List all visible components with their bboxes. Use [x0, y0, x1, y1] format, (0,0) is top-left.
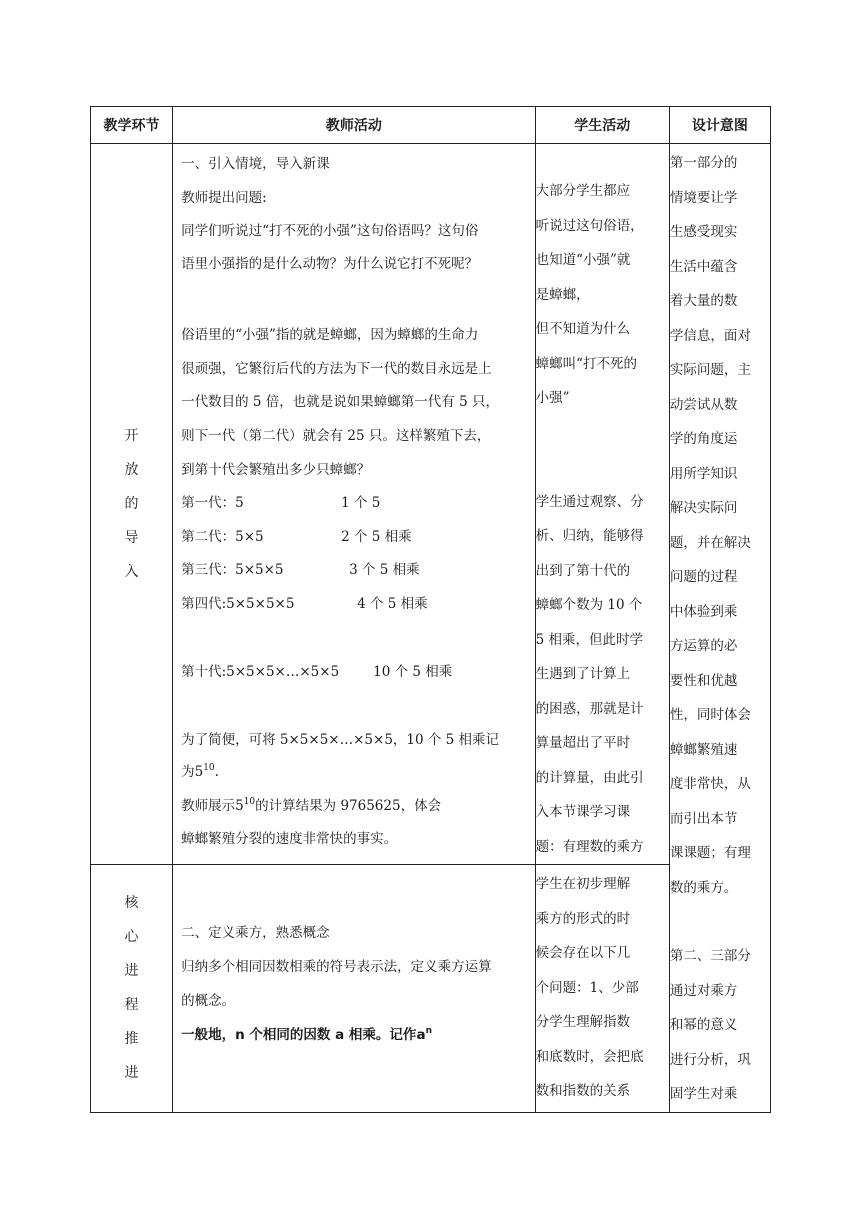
design-line: 用所学知识	[669, 465, 738, 482]
generation-label: 第三代：5×5×5	[181, 562, 284, 578]
design-line: 进行分析，巩	[669, 1051, 751, 1068]
design-line: 着大量的数	[669, 293, 738, 309]
definition-line: 归纳多个相同因数相乘的符号表示法，定义乘方运算	[181, 959, 492, 975]
section1-char: 入	[124, 564, 139, 580]
paragraph-line: 到第十代会繁殖出多少只蟑螂？	[181, 462, 371, 478]
student-line: 候会存在以下几	[535, 945, 631, 961]
student-line: 大部分学生都应	[535, 183, 631, 199]
paragraph-line: 很顽强，它繁衍后代的方法为下一代的数目永远是上	[181, 361, 492, 377]
student-line: 和底数时，会把底	[535, 1048, 644, 1065]
result-line: 蟑螂繁殖分裂的速度非常快的事实。	[181, 831, 398, 847]
section2-char: 心	[124, 929, 139, 946]
student-line: 析、归纳，能够得	[535, 528, 644, 544]
student-line: 蟑螂个数为 10 个	[535, 597, 643, 613]
header-row	[91, 107, 771, 144]
section1-char: 放	[124, 462, 139, 478]
teacher-prompt: 教师提出问题:	[181, 190, 267, 206]
paragraph-line: 一代数目的 5 倍，也就是说如果蟑螂第一代有 5 只，	[181, 394, 499, 410]
section2-heading: 二、定义乘方，熟悉概念	[181, 925, 330, 941]
design-line: 生活中蕴含	[669, 258, 738, 275]
lesson-plan-table	[90, 106, 771, 1113]
student-line: 学生在初步理解	[535, 876, 631, 892]
section1-char: 导	[124, 530, 139, 546]
section1-char: 的	[124, 496, 139, 512]
student-line: 的计算量，由此引	[535, 769, 644, 786]
design-line: 第一部分的	[669, 155, 738, 171]
student-line: 生遇到了计算上	[535, 666, 631, 682]
section1-student-activity	[535, 144, 669, 865]
student-line: 题：有理数的乘方	[535, 838, 644, 855]
question-line: 同学们听说过“打不死的小强”这句俗语吗？这句俗	[181, 223, 479, 239]
student-line: 乘方的形式的时	[535, 910, 631, 927]
generation-label: 第二代：5×5	[181, 529, 264, 545]
simplify-line: 为$5^{10}$.	[181, 763, 219, 780]
student-line: 学生通过观察、分	[535, 493, 644, 510]
generation-count: 1 个 5	[341, 495, 381, 511]
design-line: 数的乘方。	[669, 879, 738, 896]
design-line: 方运算的必	[669, 638, 738, 654]
student-line: 入本节课学习课	[535, 804, 631, 820]
design-line: 实际问题，主	[669, 362, 751, 378]
design-line: 解决实际问	[669, 500, 738, 516]
design-line: 通过对乘方	[669, 982, 738, 999]
student-line: 算量超出了平时	[535, 735, 631, 751]
section1-teacher-activity	[173, 144, 536, 865]
design-line: 情境要让学	[669, 189, 738, 206]
student-line: 分学生理解指数	[535, 1014, 631, 1030]
student-line: 数和指数的关系	[535, 1083, 631, 1099]
design-line: 生感受现实	[669, 224, 738, 240]
generation-count: 2 个 5 相乘	[341, 529, 412, 545]
simplify-line: 为了简便，可将 5×5×5×…×5×5，10 个 5 相乘记	[181, 732, 500, 748]
student-line: 小强”	[535, 390, 570, 406]
question-line: 语里小强指的是什么动物？为什么说它打不死呢？	[181, 256, 479, 272]
section2-name	[91, 865, 173, 1113]
generation-count: 10 个 5 相乘	[373, 664, 453, 680]
paragraph-line: 则下一代（第二代）就会有 25 只。这样繁殖下去，	[181, 428, 491, 444]
design-line: 学信息，面对	[669, 327, 751, 344]
student-line: 蟑螂叫“打不死的	[535, 355, 638, 372]
section1-row	[91, 144, 771, 865]
section1-name	[91, 144, 173, 865]
design-line: 和幂的意义	[669, 1017, 738, 1033]
result-line: 教师展示$5^{10}$的计算结果为 9765625，体会	[181, 797, 442, 814]
design-line: 学的角度运	[669, 431, 738, 447]
section1-char: 开	[124, 428, 139, 444]
design-line: 性，同时体会	[669, 707, 751, 723]
paragraph-line: 俗语里的“小强”指的就是蟑螂，因为蟑螂的生命力	[181, 327, 479, 343]
section2-char: 推	[124, 1031, 139, 1048]
header-design: 设计意图	[669, 107, 770, 144]
design-line: 动尝试从数	[669, 396, 738, 413]
student-line: 个问题：1、少部	[535, 979, 639, 996]
student-line: 出到了第十代的	[535, 562, 631, 579]
student-line: 但不知道为什么	[535, 321, 631, 337]
generation-label: 第一代：5	[181, 495, 244, 511]
generation-count: 4 个 5 相乘	[357, 596, 428, 612]
design-line: 中体验到乘	[669, 603, 738, 620]
student-line: 也知道“小强”就	[535, 252, 631, 268]
header-student: 学生活动	[535, 107, 669, 144]
design-line: 第二、三部分	[669, 948, 751, 964]
student-line: 听说过这句俗语，	[535, 217, 644, 234]
design-intent	[669, 144, 770, 1113]
header-teacher: 教师活动	[173, 107, 536, 144]
section2-student-activity	[535, 865, 669, 1113]
section2-char: 进	[124, 1065, 139, 1082]
definition-bold-line: 一般地，n 个相同的因数 a 相乘。记作$a^n$	[181, 1026, 432, 1043]
generation-label: 第四代:5×5×5×5	[181, 596, 295, 612]
definition-line: 的概念。	[181, 993, 236, 1009]
section2-teacher-activity	[173, 865, 536, 1113]
student-line: 是蟑螂，	[535, 286, 590, 303]
design-line: 课课题；有理	[669, 845, 751, 861]
section2-row	[91, 865, 771, 1113]
student-line: 的困惑，那就是计	[535, 700, 644, 717]
design-line: 而引出本节	[669, 810, 738, 827]
section1-heading: 一、引入情境，导入新课	[181, 156, 330, 172]
section2-char: 程	[124, 997, 139, 1014]
header-section: 教学环节	[91, 107, 173, 144]
design-line: 度非常快，从	[669, 776, 751, 792]
design-line: 题，并在解决	[669, 534, 751, 551]
design-line: 蟑螂繁殖速	[669, 741, 738, 758]
section2-char: 进	[124, 963, 139, 980]
design-line: 要性和优越	[669, 672, 738, 689]
design-line: 固学生对乘	[669, 1086, 738, 1102]
student-line: 5 相乘，但此时学	[535, 631, 644, 648]
generation-label: 第十代:5×5×5×…×5×5	[181, 664, 340, 680]
section2-char: 核	[124, 895, 139, 912]
design-line: 问题的过程	[669, 569, 738, 585]
generation-count: 3 个 5 相乘	[349, 562, 420, 578]
